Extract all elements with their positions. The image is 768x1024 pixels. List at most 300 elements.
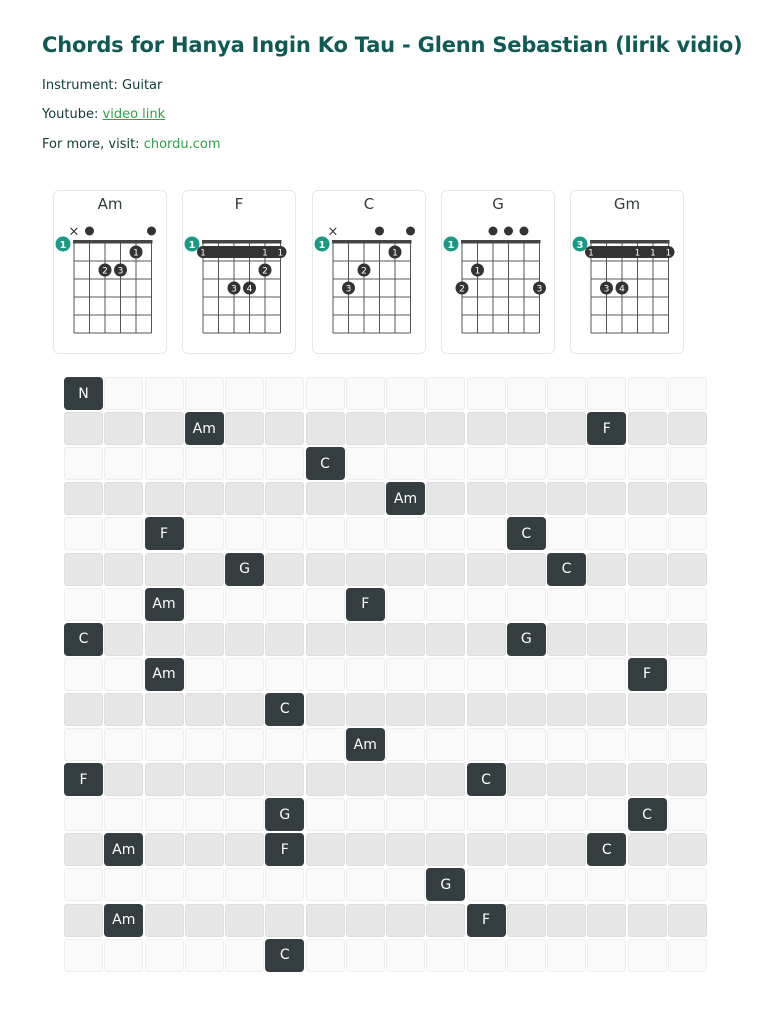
nut (332, 240, 412, 244)
chord-chip[interactable]: F (265, 833, 304, 866)
beat-cell (346, 623, 385, 656)
beat-cell (306, 833, 345, 866)
beat-cell (547, 658, 586, 691)
beat-cell (346, 763, 385, 796)
youtube-line (42, 107, 165, 122)
chord-diagram-name: F (234, 195, 244, 213)
beat-cell (64, 728, 103, 761)
chord-chip[interactable]: F (145, 517, 184, 550)
beat-cell (306, 763, 345, 796)
finger-number: 1 (133, 248, 139, 259)
beat-cell (587, 728, 626, 761)
beat-cell (185, 798, 224, 831)
open-string-marker (504, 227, 513, 236)
beat-cell (426, 623, 465, 656)
chord-diagram-name: G (492, 195, 504, 213)
beat-cell (426, 553, 465, 586)
beat-cell (104, 868, 143, 901)
beat-cell (587, 447, 626, 480)
beat-cell (306, 588, 345, 621)
beat-cell (64, 693, 103, 726)
beat-cell (225, 447, 264, 480)
beat-cell (386, 763, 425, 796)
chord-chip[interactable]: N (64, 377, 103, 410)
beat-cell (265, 904, 304, 937)
beat-cell (64, 447, 103, 480)
beat-cell (346, 517, 385, 550)
chord-chip[interactable]: F (64, 763, 103, 796)
chord-diagram-f[interactable] (182, 190, 296, 354)
beat-cell (265, 763, 304, 796)
beat-cell (507, 763, 546, 796)
beat-cell (426, 658, 465, 691)
beat-cell (265, 728, 304, 761)
beat-cell (467, 588, 506, 621)
beat-cell (587, 939, 626, 972)
beat-cell (346, 412, 385, 445)
chord-chip[interactable]: C (306, 447, 345, 480)
beat-cell (668, 412, 707, 445)
nut (73, 240, 153, 244)
beat-cell (628, 833, 667, 866)
beat-cell (426, 482, 465, 515)
chord-diagram-name: Gm (613, 195, 641, 213)
beat-cell (587, 798, 626, 831)
finger-number: 3 (603, 284, 610, 295)
beat-cell (145, 693, 184, 726)
more-label: For more, visit: (42, 137, 140, 152)
beat-cell (306, 553, 345, 586)
open-string-marker (406, 227, 415, 236)
chord-chip[interactable]: C (265, 693, 304, 726)
beat-cell (185, 377, 224, 410)
beat-cell (185, 623, 224, 656)
beat-cell (547, 482, 586, 515)
beat-cell (145, 904, 184, 937)
beat-cell (668, 763, 707, 796)
beat-cell (467, 798, 506, 831)
beat-cell (104, 377, 143, 410)
beat-cell (507, 412, 546, 445)
beat-cell (386, 833, 425, 866)
beat-cell (225, 798, 264, 831)
beat-cell (346, 939, 385, 972)
start-fret-number: 1 (318, 240, 326, 251)
beat-cell (668, 482, 707, 515)
beat-cell (64, 939, 103, 972)
beat-cell (628, 412, 667, 445)
beat-cell (386, 693, 425, 726)
muted-string-marker: × (327, 224, 339, 240)
fretboard (183, 191, 297, 355)
finger-number: 2 (361, 266, 367, 277)
chord-diagram-name: C (363, 195, 375, 213)
beat-cell (668, 623, 707, 656)
beat-cell (668, 658, 707, 691)
fretboard (571, 191, 685, 355)
chord-chip[interactable]: G (265, 798, 304, 831)
beat-cell (426, 412, 465, 445)
beat-cell (346, 447, 385, 480)
beat-cell (64, 798, 103, 831)
beat-cell (225, 904, 264, 937)
beat-cell (426, 693, 465, 726)
beat-cell (265, 868, 304, 901)
finger-number: 4 (246, 284, 253, 295)
chord-diagram-g[interactable] (441, 190, 555, 354)
chord-chip[interactable]: F (467, 904, 506, 937)
beat-cell (225, 377, 264, 410)
beat-cell (104, 517, 143, 550)
beat-cell (547, 728, 586, 761)
beat-cell (225, 939, 264, 972)
chord-chip[interactable]: G (225, 553, 264, 586)
fretboard (313, 191, 427, 355)
beat-cell (145, 623, 184, 656)
beat-cell (306, 623, 345, 656)
beat-cell (104, 623, 143, 656)
beat-cell (145, 833, 184, 866)
beat-cell (628, 517, 667, 550)
muted-string-marker: × (68, 224, 80, 240)
barre-finger-label: 1 (200, 248, 206, 259)
beat-cell (145, 447, 184, 480)
beat-cell (346, 553, 385, 586)
finger-number: 2 (262, 266, 268, 277)
beat-cell (386, 447, 425, 480)
chord-chip[interactable]: C (587, 833, 626, 866)
beat-cell (467, 693, 506, 726)
beat-cell (547, 693, 586, 726)
beat-cell (507, 728, 546, 761)
finger-number: 3 (117, 266, 124, 277)
beat-cell (426, 447, 465, 480)
beat-cell (587, 763, 626, 796)
beat-cell (668, 447, 707, 480)
beat-cell (507, 447, 546, 480)
barre-finger-label: 1 (650, 248, 656, 259)
beat-cell (185, 693, 224, 726)
chord-diagram-name: Am (97, 195, 123, 213)
beat-cell (265, 588, 304, 621)
beat-cell (587, 517, 626, 550)
finger-number: 3 (231, 284, 237, 295)
start-fret-number: 1 (59, 240, 67, 251)
beat-cell (145, 798, 184, 831)
youtube-label: Youtube: (42, 107, 99, 122)
chord-chip[interactable]: G (426, 868, 465, 901)
chordu-link[interactable]: chordu.com (143, 137, 221, 152)
beat-cell (104, 763, 143, 796)
beat-cell (426, 939, 465, 972)
beat-cell (265, 377, 304, 410)
beat-cell (547, 833, 586, 866)
beat-cell (386, 658, 425, 691)
finger-number: 3 (536, 284, 543, 295)
beat-cell (64, 588, 103, 621)
beat-cell (225, 693, 264, 726)
beat-cell (386, 553, 425, 586)
beat-cell (668, 693, 707, 726)
beat-cell (225, 763, 264, 796)
fretboard (54, 191, 168, 355)
beat-cell (145, 763, 184, 796)
beat-cell (346, 798, 385, 831)
beat-cell (547, 798, 586, 831)
beat-cell (587, 904, 626, 937)
beat-cell (145, 482, 184, 515)
chord-chip[interactable]: Am (145, 658, 184, 691)
beat-cell (467, 553, 506, 586)
beat-cell (104, 482, 143, 515)
finger-number: 2 (459, 284, 465, 295)
beat-cell (467, 447, 506, 480)
beat-cell (587, 377, 626, 410)
beat-cell (507, 482, 546, 515)
beat-cell (104, 412, 143, 445)
beat-cell (507, 868, 546, 901)
open-string-marker (489, 227, 498, 236)
beat-cell (467, 623, 506, 656)
beat-cell (346, 658, 385, 691)
beat-cell (185, 904, 224, 937)
beat-cell (225, 482, 264, 515)
chord-diagram-gm[interactable] (570, 190, 684, 354)
beat-cell (185, 868, 224, 901)
beat-cell (507, 833, 546, 866)
beat-cell (306, 693, 345, 726)
start-fret-number: 1 (447, 240, 455, 251)
beat-cell (426, 763, 465, 796)
beat-cell (64, 482, 103, 515)
beat-cell (265, 447, 304, 480)
beat-cell (587, 658, 626, 691)
open-string-marker (147, 227, 156, 236)
barre (197, 246, 287, 258)
chord-chip[interactable]: C (507, 517, 546, 550)
beat-cell (346, 693, 385, 726)
beat-cell (225, 833, 264, 866)
beat-cell (386, 412, 425, 445)
beat-cell (104, 728, 143, 761)
chord-chip[interactable]: Am (346, 728, 385, 761)
beat-cell (346, 482, 385, 515)
beat-cell (346, 833, 385, 866)
beat-cell (668, 588, 707, 621)
barre-finger-label: 1 (277, 248, 284, 259)
beat-cell (426, 798, 465, 831)
beat-cell (467, 868, 506, 901)
beat-cell (104, 798, 143, 831)
beat-cell (507, 588, 546, 621)
beat-cell (185, 553, 224, 586)
beat-cell (668, 868, 707, 901)
beat-cell (507, 904, 546, 937)
beat-cell (386, 377, 425, 410)
beat-cell (467, 833, 506, 866)
beat-cell (306, 868, 345, 901)
beat-cell (467, 377, 506, 410)
beat-cell (628, 693, 667, 726)
beat-cell (306, 798, 345, 831)
beat-cell (306, 517, 345, 550)
beat-cell (225, 868, 264, 901)
beat-cell (104, 588, 143, 621)
beat-cell (628, 939, 667, 972)
beat-cell (64, 833, 103, 866)
beat-cell (64, 553, 103, 586)
beat-cell (185, 763, 224, 796)
finger-number: 4 (619, 284, 625, 295)
page-title: Chords for Hanya Ingin Ko Tau - Glenn Sebastian (lirik vidio) (42, 33, 743, 57)
chord-chip[interactable]: Am (145, 588, 184, 621)
beat-cell (668, 728, 707, 761)
chord-chip[interactable]: Am (185, 412, 224, 445)
beat-cell (507, 553, 546, 586)
beat-cell (587, 588, 626, 621)
beat-cell (426, 728, 465, 761)
beat-cell (547, 623, 586, 656)
chord-diagram-c[interactable] (312, 190, 426, 354)
chord-chip[interactable]: Am (104, 904, 143, 937)
beat-cell (306, 412, 345, 445)
beat-cell (628, 553, 667, 586)
chord-chip[interactable]: C (64, 623, 103, 656)
beat-cell (306, 658, 345, 691)
beat-cell (628, 588, 667, 621)
beat-cell (668, 517, 707, 550)
barre-finger-label: 1 (634, 248, 641, 259)
beat-cell (225, 412, 264, 445)
beat-cell (306, 728, 345, 761)
beat-cell (467, 412, 506, 445)
beat-cell (265, 517, 304, 550)
beat-cell (547, 377, 586, 410)
beat-cell (587, 868, 626, 901)
beat-cell (265, 553, 304, 586)
beat-cell (628, 868, 667, 901)
beat-cell (628, 763, 667, 796)
beat-cell (628, 447, 667, 480)
nut (202, 240, 282, 244)
open-string-marker (85, 227, 94, 236)
beat-cell (507, 377, 546, 410)
chord-chip[interactable]: Am (386, 482, 425, 515)
beat-cell (467, 939, 506, 972)
beat-cell (386, 939, 425, 972)
beat-cell (145, 377, 184, 410)
start-fret-number: 1 (188, 240, 196, 251)
beat-cell (628, 623, 667, 656)
beat-cell (426, 377, 465, 410)
beat-cell (64, 658, 103, 691)
beat-cell (547, 904, 586, 937)
finger-number: 3 (345, 284, 352, 295)
beat-cell (185, 658, 224, 691)
chord-chip[interactable]: Am (104, 833, 143, 866)
beat-cell (467, 728, 506, 761)
beat-cell (628, 728, 667, 761)
beat-cell (587, 482, 626, 515)
barre-finger-label: 1 (665, 248, 672, 259)
beat-cell (185, 833, 224, 866)
beat-cell (185, 482, 224, 515)
beat-cell (467, 517, 506, 550)
beat-cell (145, 939, 184, 972)
beat-cell (507, 658, 546, 691)
chord-chip[interactable]: G (507, 623, 546, 656)
nut (461, 240, 541, 244)
beat-cell (265, 482, 304, 515)
beat-cell (668, 798, 707, 831)
beat-cell (587, 553, 626, 586)
beat-cell (547, 412, 586, 445)
beat-cell (225, 658, 264, 691)
beat-cell (386, 728, 425, 761)
beat-cell (386, 517, 425, 550)
chord-chip[interactable]: F (346, 588, 385, 621)
fretboard (442, 191, 556, 355)
beat-cell (306, 939, 345, 972)
beat-cell (64, 868, 103, 901)
chord-chip[interactable]: C (547, 553, 586, 586)
beat-cell (628, 377, 667, 410)
beat-cell (265, 412, 304, 445)
beat-cell (386, 623, 425, 656)
chord-chip[interactable]: F (587, 412, 626, 445)
beat-cell (547, 588, 586, 621)
beat-cell (346, 904, 385, 937)
beat-cell (104, 693, 143, 726)
beat-cell (628, 904, 667, 937)
beat-cell (145, 412, 184, 445)
chord-chip[interactable]: C (265, 939, 304, 972)
beat-cell (386, 798, 425, 831)
nut (590, 240, 670, 244)
chord-chip[interactable]: F (628, 658, 667, 691)
beat-cell (225, 728, 264, 761)
beat-cell (185, 728, 224, 761)
beat-cell (265, 623, 304, 656)
beat-cell (507, 693, 546, 726)
beat-cell (668, 904, 707, 937)
beat-cell (628, 482, 667, 515)
barre (585, 246, 675, 258)
beat-cell (587, 693, 626, 726)
beat-cell (467, 658, 506, 691)
chord-diagram-am[interactable] (53, 190, 167, 354)
beat-cell (64, 412, 103, 445)
beat-cell (587, 623, 626, 656)
open-string-marker (520, 227, 529, 236)
beat-cell (64, 517, 103, 550)
video-link[interactable]: video link (102, 107, 166, 122)
beat-cell (386, 904, 425, 937)
beat-cell (145, 728, 184, 761)
beat-cell (467, 482, 506, 515)
beat-cell (668, 833, 707, 866)
beat-cell (185, 447, 224, 480)
beat-cell (507, 939, 546, 972)
beat-cell (145, 553, 184, 586)
chord-chip[interactable]: C (467, 763, 506, 796)
finger-number: 1 (474, 266, 481, 277)
beat-cell (426, 904, 465, 937)
finger-number: 2 (102, 266, 108, 277)
chord-chip[interactable]: C (628, 798, 667, 831)
barre-finger-label: 1 (588, 248, 594, 259)
beat-cell (265, 658, 304, 691)
